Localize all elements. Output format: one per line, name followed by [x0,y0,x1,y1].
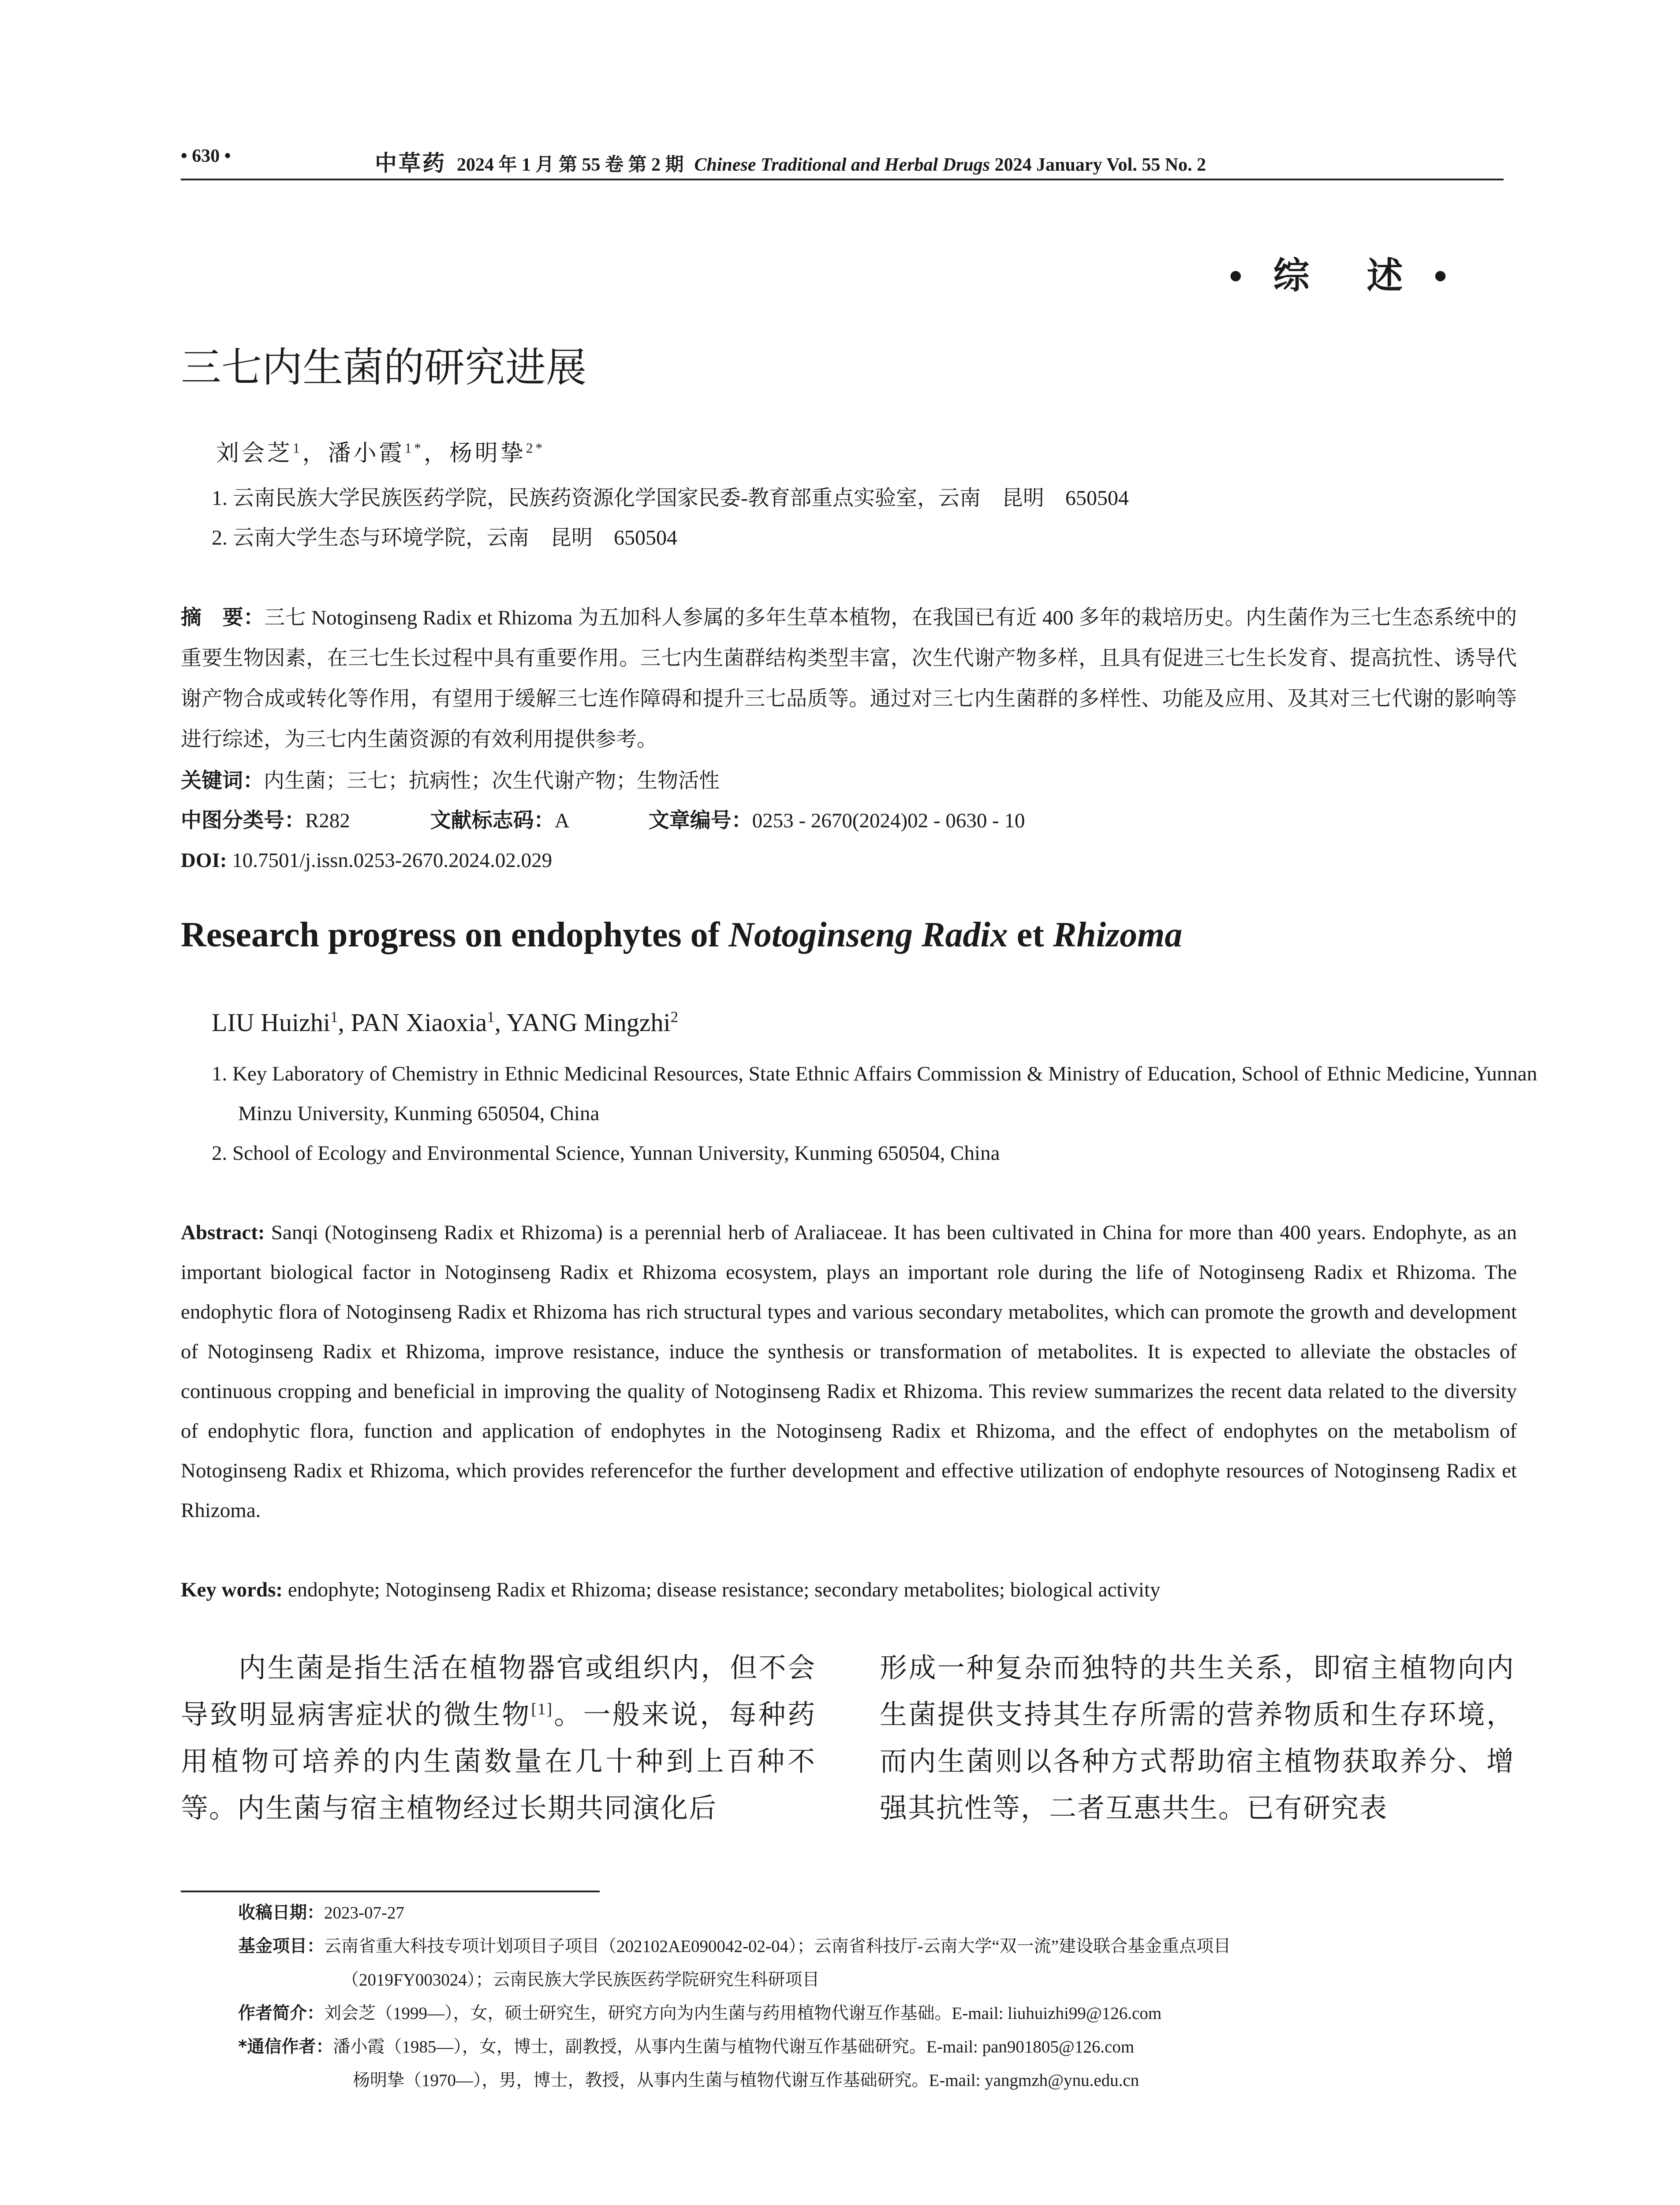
cn-author-name: 刘会芝 [216,441,293,466]
article-no-label: 文章编号： [648,808,752,833]
en-title-text: Research progress on endophytes of [181,916,729,954]
author-mark: 1* [404,440,424,456]
classification-line [181,800,1025,841]
en-keywords-text: endophyte; Notoginseng Radix et Rhizoma; disease resistance; secondary metabolites; biological activity [287,1578,1161,1601]
en-keywords-label: Key words: [181,1578,283,1601]
doi-label: DOI: [181,849,227,872]
footnote-rule [181,1891,600,1892]
cn-keywords [181,761,720,801]
en-author-name: PAN Xiaoxia [351,1008,487,1037]
author-mark: 2* [526,440,545,456]
en-author-name: LIU Huizhi [212,1008,330,1037]
body-column-right: 形成一种复杂而独特的共生关系，即宿主植物向内生菌提供支持其生存所需的营养物质和生存环境，而内生菌则以各种方式帮助宿主植物获取养分、增强其抗性等，二者互惠共生。已有研究表 [880,1653,1515,1824]
header-rule [181,179,1504,180]
journal-en-name: Chinese Traditional and Herbal Drugs [694,155,990,175]
en-affiliation: 1. Key Laboratory of Chemistry in Ethnic Medicinal Resources, State Ethnic Affairs Commission & Ministry of Education, School of Ethnic Medicine, Yunnan Minzu University, Kunming 650504, China [212,1062,1538,1125]
author-mark: 1 [293,440,302,456]
cn-abstract [181,598,1517,761]
author-mark: 1 [330,1008,338,1026]
en-keywords [181,1570,1161,1610]
cn-keywords-label: 关键词： [181,769,264,793]
doc-code-label: 文献标志码： [430,808,555,833]
clc-label: 中图分类号： [181,808,305,833]
clc-value: R282 [305,809,350,832]
footnote-corresponding-2: 杨明挚（1970—），男，博士，教授，从事内生菌与植物代谢互作基础研究。E-mail: yangmzh@ynu.edu.cn [353,2071,1139,2090]
en-title-species: Notoginseng Radix [728,916,1008,954]
footnote-corresponding [238,2030,1134,2064]
footnote-author [238,1997,1161,2030]
citation-ref: [1] [531,1700,553,1719]
en-abstract [181,1213,1517,1530]
cn-affiliation: 2. 云南大学生态与环境学院，云南 昆明 650504 [212,526,678,549]
body-column-left [181,1645,816,1832]
cn-abstract-label: 摘 要： [181,605,265,630]
cn-author-name: 潘小霞 [328,441,405,466]
footnote-fund [238,1930,1231,1963]
cn-keywords-text: 内生菌；三七；抗病性；次生代谢产物；生物活性 [264,770,720,792]
journal-cn-name: 中草药 [375,151,446,176]
en-title-et: et [1008,916,1053,954]
footnote-text: 云南省重大科技专项计划项目子项目（202102AE090042-02-04）；云南省科技厅-云南大学“双一流”建设联合基金重点项目 [324,1937,1231,1956]
cn-title: 三七内生菌的研究进展 [181,344,587,391]
footnote-label: 基金项目： [238,1936,325,1956]
body-text: 。一般来说，每种药用植物可培养的内生菌数量在几十种到上百种不等。内生菌与宿主植物经过长期共同演化后 [181,1700,816,1824]
footnote-received [238,1896,404,1930]
en-affiliation: 2. School of Ecology and Environmental Science, Yunnan University, Kunming 650504, China [212,1142,1000,1165]
footnote-text: 潘小霞（1985—），女，博士，副教授，从事内生菌与植物代谢互作基础研究。E-mail: pan901805@126.com [333,2037,1135,2056]
footnote-fund-cont: （2019FY003024）；云南民族大学民族医药学院研究生科研项目 [342,1970,820,1989]
en-authors: LIU Huizhi$^1$, PAN Xiaoxia$^1$, YANG Mingzhi$^2$ [212,1008,679,1037]
page-number: • 630 • [181,146,231,166]
en-author-name: YANG Mingzhi [506,1008,671,1037]
cn-authors: 刘会芝$^1$，潘小霞$^{1*}$，杨明挚$^{2*}$ [216,440,545,466]
cn-author-name: 杨明挚 [449,441,526,466]
section-tag: • 综 述 • [1229,256,1457,296]
footnote-label: *通信作者： [238,2037,333,2057]
en-abstract-label: Abstract: [181,1221,265,1244]
footnote-text: 2023-07-27 [324,1903,404,1922]
cn-abstract-text: 三七 Notoginseng Radix et Rhizoma 为五加科人参属的多年生草本植物，在我国已有近 400 多年的栽培历史。内生菌作为三七生态系统中的重要生物因素，在三七生长过程中具有重要作用。三七内生菌群结构类型丰富，次生代谢产物多样，且具有促进三七生长发育、提高抗性、诱导代谢产物合成或转化等作用，有望用于缓解三七连作障碍和提升三七品质等。通过对三七内生菌群的多样性、功能及应用、及其对三七代谢的影响等进行综述，为三七内生菌资源的有效利用提供参考。 [181,606,1517,751]
cn-affiliation: 1. 云南民族大学民族医药学院，民族药资源化学国家民委-教育部重点实验室，云南 昆明 650504 [212,486,1129,510]
article-no-value: 0253 - 2670(2024)02 - 0630 - 10 [752,809,1025,832]
author-mark: 2 [670,1008,679,1026]
author-mark: 1 [487,1008,495,1026]
doi-value: 10.7501/j.issn.0253-2670.2024.02.029 [232,849,553,872]
footnote-text: 刘会芝（1999—），女，硕士研究生，研究方向为内生菌与药用植物代谢互作基础。E-mail: liuhuizhi99@126.com [324,2004,1162,2023]
doc-code-value: A [554,809,568,832]
doi-line [181,840,552,881]
issue-cn: 2024 年 1 月 第 55 卷 第 2 期 [457,155,684,175]
footnote-label: 作者简介： [238,2003,325,2023]
en-title-rhizoma: Rhizoma [1053,916,1183,954]
running-header [181,146,1499,176]
footnote-label: 收稿日期： [238,1903,325,1923]
body-text: 内生菌是指生活在植物器官或组织内，但不会导致明显病害症状的微生物 [181,1653,816,1730]
journal-line [375,146,1206,177]
en-abstract-text: Sanqi (Notoginseng Radix et Rhizoma) is a perennial herb of Araliaceae. It has been cultivated in China for more than 400 years. Endophyte, as an important biological factor in Notoginseng Radix et Rhizoma ecosystem, plays an important role during the life of Notoginseng Radix et Rhizoma. The endophytic flora of Notoginseng Radix et Rhizoma has rich structural types and various secondary metabolites, which can promote the growth and development of Notoginseng Radix et Rhizoma, improve resistance, induce the synthesis or transformation of metabolites. It is expected to alleviate the obstacles of continuous cropping and beneficial in improving the quality of Notoginseng Radix et Rhizoma. This review summarizes the recent data related to the diversity of endophytic flora, function and application of endophytes in the Notoginseng Radix et Rhizoma, and the effect of endophytes on the metabolism of Notoginseng Radix et Rhizoma, which provides referencefor the further development and effective utilization of endophyte resources of Notoginseng Radix et Rhizoma. [181,1221,1517,1522]
issue-en: 2024 January Vol. 55 No. 2 [994,155,1206,175]
en-title [181,915,1182,955]
